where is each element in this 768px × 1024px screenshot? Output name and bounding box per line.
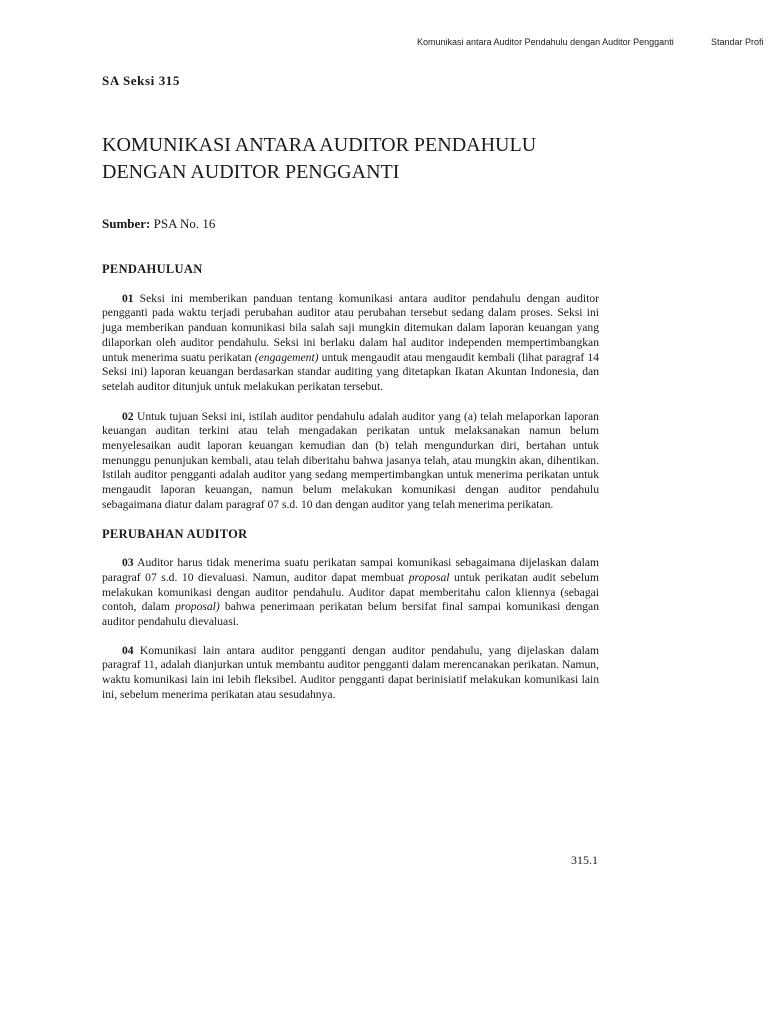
heading-pendahuluan: PENDAHULUAN <box>102 262 203 276</box>
paragraph-italic-term: proposal <box>408 570 450 584</box>
paragraph-text: untuk perikatan audit sebelum melakukan komunikasi dengan auditor pendahulu. Auditor dapat memberitahu calon kliennya (sebagai contoh, dalam <box>102 570 599 614</box>
paragraph-italic-term: (engagement) <box>254 350 319 364</box>
paragraph-italic-term: proposal) <box>175 600 220 614</box>
running-header-title: Komunikasi antara Auditor Pendahulu dengan Auditor Pengganti <box>417 37 674 47</box>
paragraph-text: bahwa penerimaan perikatan belum bersifat final sampai komunikasi dengan auditor pendahulu dievaluasi. <box>102 600 599 629</box>
paragraph-text: Auditor harus tidak menerima suatu perikatan sampai komunikasi sebagaimana dijelaskan dalam paragraf 07 s.d. 10 dievaluasi. Namun, auditor dapat membuat <box>102 556 599 584</box>
source-label: Sumber: <box>102 216 151 231</box>
paragraph-02 <box>102 410 599 513</box>
paragraph-text: Untuk tujuan Seksi ini, istilah auditor pendahulu adalah auditor yang (a) telah melaporkan laporan keuangan auditan terkini atau telah mengadakan perikatan untuk melaksanakan namun belum menyelesaikan audit laporan keuangan kemudian dan (b) telah mengundurkan diri, bertahan untuk menunggu penunjukan kembali, atau telah diberitahu bahwa jasanya telah, atau mungkin akan, dihentikan. Istilah auditor pengganti adalah auditor yang sedang mempertimbangkan untuk menerima perikatan untuk mengaudit laporan keuangan, namun belum melakukan komunikasi dengan auditor pendahulu sebagaimana diatur dalam paragraf 07 s.d. 10 dan dengan auditor yang telah menerima perikatan. <box>102 409 599 511</box>
document-body <box>102 262 599 703</box>
paragraph-number: 04 <box>122 643 134 657</box>
paragraph-text: untuk mengaudit atau mengaudit kembali (lihat paragraf 14 Seksi ini) laporan keuangan berdasarkan standar auditing yang ditetapkan Ikatan Akuntan Indonesia, dan setelah auditor ditunjuk untuk melakukan perikatan tersebut. <box>102 350 599 393</box>
paragraph-01 <box>102 292 599 395</box>
section-number: SA Seksi 315 <box>102 73 181 88</box>
paragraph-number: 02 <box>122 409 134 423</box>
paragraph-04 <box>102 644 599 703</box>
heading-perubahan-auditor: PERUBAHAN AUDITOR <box>102 526 248 541</box>
paragraph-number: 03 <box>122 556 134 570</box>
source-line <box>102 216 215 232</box>
paragraph-03 <box>102 556 599 630</box>
source-value: PSA No. 16 <box>153 216 216 231</box>
document-title <box>102 132 622 186</box>
document-title-line-2: DENGAN AUDITOR PENGGANTI <box>102 161 400 183</box>
paragraph-text: Komunikasi lain antara auditor pengganti dengan auditor pendahulu, yang dijelaskan dalam paragraf 11, adalah dianjurkan untuk membantu auditor pengganti dalam merencanakan perikatan. Namun, waktu komunikasi lain ini lebih fleksibel. Auditor pengganti dapat berinisiatif melakukan komunikasi lain ini, sebelum menerima perikatan atau sesudahnya. <box>102 643 599 701</box>
running-header <box>0 37 768 51</box>
paragraph-text: Seksi ini memberikan panduan tentang komunikasi antara auditor pendahulu dengan auditor pengganti pada waktu terjadi perubahan auditor atau perubahan tersebut sedang dalam proses. Seksi ini juga memberikan panduan komunikasi bila salah saji mungkin ditemukan dalam laporan keuangan yang dilaporkan oleh auditor pendahulu. Seksi ini berlaku dalam hal auditor independen mempertimbangkan untuk menerima suatu perikatan <box>102 291 599 364</box>
page-number: 315.1 <box>571 853 598 867</box>
paragraph-number: 01 <box>122 291 134 305</box>
document-title-line-1: KOMUNIKASI ANTARA AUDITOR PENDAHULU <box>102 134 537 156</box>
running-header-right: Standar Profi <box>711 37 764 47</box>
